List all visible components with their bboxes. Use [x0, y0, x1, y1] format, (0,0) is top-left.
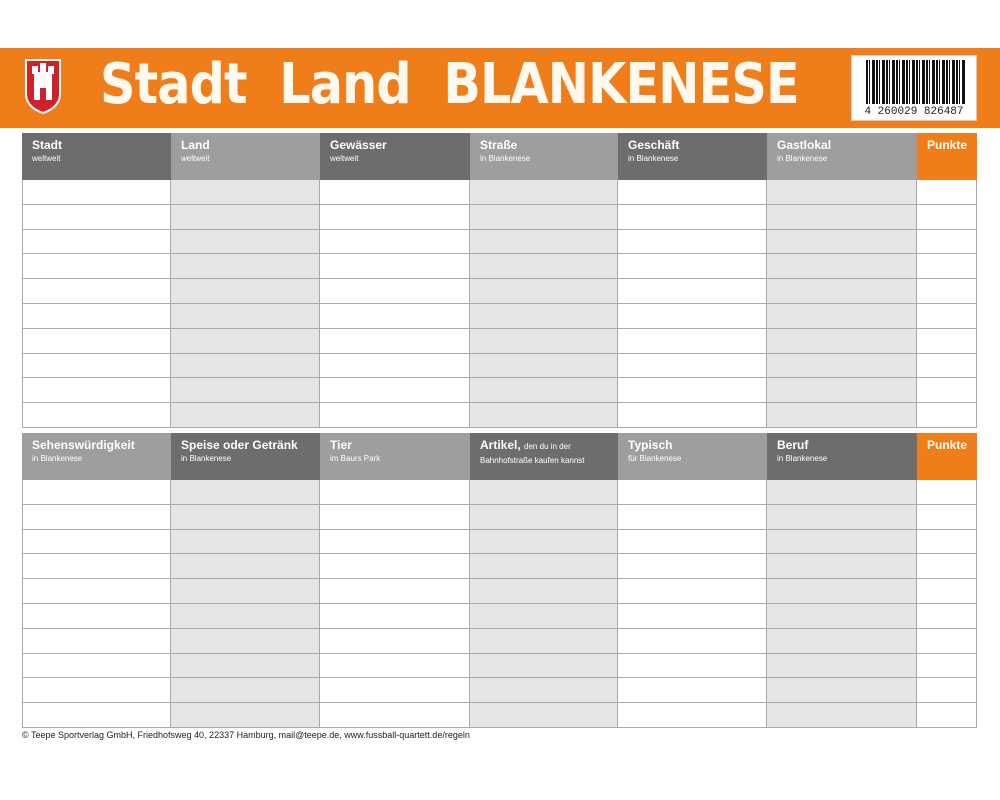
answer-cell[interactable]: [618, 505, 766, 530]
column-body: [320, 180, 470, 428]
answer-cell[interactable]: [917, 254, 976, 279]
answer-cell[interactable]: [171, 230, 319, 255]
column-title: Stadt: [32, 138, 62, 152]
answer-cell[interactable]: [171, 354, 319, 379]
column-header: [171, 133, 320, 180]
barcode-bars: [866, 60, 966, 104]
column-header: [917, 433, 977, 480]
answer-cell[interactable]: [767, 354, 916, 379]
column-subtitle: weltweit: [181, 154, 210, 163]
column-header: [22, 433, 171, 480]
answer-cell[interactable]: [470, 279, 617, 304]
answer-cell[interactable]: [171, 378, 319, 403]
answer-cell[interactable]: [618, 703, 766, 728]
answer-cell[interactable]: [470, 678, 617, 703]
answer-cell[interactable]: [320, 354, 469, 379]
answer-cell[interactable]: [618, 604, 766, 629]
answer-cell[interactable]: [171, 505, 319, 530]
answer-cell[interactable]: [767, 554, 916, 579]
answer-cell[interactable]: [470, 180, 617, 205]
answer-cell[interactable]: [917, 629, 976, 654]
answer-cell[interactable]: [171, 629, 319, 654]
column-header: [320, 133, 470, 180]
answer-cell[interactable]: [767, 579, 916, 604]
column-inline-note: den du in der: [524, 442, 571, 451]
column-body: [917, 480, 977, 728]
answer-cell[interactable]: [320, 604, 469, 629]
answer-cell[interactable]: [470, 205, 617, 230]
answer-cell[interactable]: [320, 279, 469, 304]
answer-cell[interactable]: [171, 180, 319, 205]
answer-cell[interactable]: [618, 279, 766, 304]
answer-cell[interactable]: [171, 480, 319, 505]
answer-cell[interactable]: [470, 554, 617, 579]
answer-cell[interactable]: [917, 279, 976, 304]
column-title: Geschäft: [628, 138, 680, 152]
table-body: [22, 180, 977, 428]
answer-cell[interactable]: [23, 604, 170, 629]
column-body: [470, 480, 618, 728]
answer-cell[interactable]: [917, 304, 976, 329]
column-header: [618, 133, 767, 180]
answer-cell[interactable]: [470, 604, 617, 629]
answer-cell[interactable]: [917, 378, 976, 403]
answer-cell[interactable]: [320, 378, 469, 403]
answer-cell[interactable]: [618, 329, 766, 354]
column-subtitle: weltweit: [330, 154, 359, 163]
answer-cell[interactable]: [171, 304, 319, 329]
answer-cell[interactable]: [767, 530, 916, 555]
answer-cell[interactable]: [917, 530, 976, 555]
column-subtitle: in Blankenese: [181, 454, 232, 463]
answer-cell[interactable]: [618, 629, 766, 654]
column-subtitle: für Blankenese: [628, 454, 682, 463]
answer-cell[interactable]: [767, 403, 916, 428]
answer-cell[interactable]: [23, 480, 170, 505]
table-header: [22, 133, 977, 180]
answer-cell[interactable]: [320, 505, 469, 530]
title-banner: [0, 48, 1000, 128]
barcode: [851, 55, 977, 121]
answer-cell[interactable]: [767, 604, 916, 629]
answer-cell[interactable]: [23, 354, 170, 379]
answer-cell[interactable]: [767, 678, 916, 703]
answer-cell[interactable]: [470, 579, 617, 604]
column-header: [470, 433, 618, 480]
column-body: [171, 180, 320, 428]
answer-cell[interactable]: [171, 329, 319, 354]
answer-cell[interactable]: [171, 604, 319, 629]
answer-cell[interactable]: [618, 579, 766, 604]
column-title: Gastlokal: [777, 138, 832, 152]
column-subtitle: in Blankenese: [777, 454, 828, 463]
answer-cell[interactable]: [320, 629, 469, 654]
answer-cell[interactable]: [917, 329, 976, 354]
answer-cell[interactable]: [23, 678, 170, 703]
answer-cell[interactable]: [171, 254, 319, 279]
answer-cell[interactable]: [320, 554, 469, 579]
score-table-1: [22, 133, 977, 428]
answer-cell[interactable]: [23, 554, 170, 579]
answer-cell[interactable]: [23, 703, 170, 728]
column-title: Speise oder Getränk: [181, 438, 298, 452]
answer-cell[interactable]: [320, 579, 469, 604]
answer-cell[interactable]: [320, 254, 469, 279]
answer-cell[interactable]: [767, 180, 916, 205]
answer-cell[interactable]: [917, 403, 976, 428]
answer-cell[interactable]: [23, 304, 170, 329]
answer-cell[interactable]: [470, 304, 617, 329]
column-body: [618, 180, 767, 428]
answer-cell[interactable]: [171, 579, 319, 604]
answer-cell[interactable]: [917, 554, 976, 579]
answer-cell[interactable]: [320, 230, 469, 255]
answer-cell[interactable]: [618, 205, 766, 230]
answer-cell[interactable]: [171, 530, 319, 555]
table-body: [22, 480, 977, 728]
column-body: [917, 180, 977, 428]
answer-cell[interactable]: [23, 329, 170, 354]
answer-cell[interactable]: [470, 654, 617, 679]
answer-cell[interactable]: [470, 530, 617, 555]
answer-cell[interactable]: [23, 530, 170, 555]
copyright-footer: © Teepe Sportverlag GmbH, Friedhofsweg 40, 22337 Hamburg, mail@teepe.de, www.fussball-quartett.de/regeln: [22, 730, 470, 740]
column-header: [171, 433, 320, 480]
answer-cell[interactable]: [171, 403, 319, 428]
column-header: [22, 133, 171, 180]
answer-cell[interactable]: [171, 703, 319, 728]
column-title: Punkte: [927, 438, 968, 452]
column-title: Beruf: [777, 438, 809, 452]
answer-cell[interactable]: [320, 403, 469, 428]
column-title: Punkte: [927, 138, 968, 152]
score-table-2: [22, 433, 977, 728]
answer-cell[interactable]: [618, 378, 766, 403]
column-header: [767, 133, 917, 180]
column-body: [470, 180, 618, 428]
column-title: Sehenswürdigkeit: [32, 438, 135, 452]
answer-cell[interactable]: [917, 703, 976, 728]
answer-cell[interactable]: [767, 254, 916, 279]
answer-cell[interactable]: [917, 654, 976, 679]
answer-cell[interactable]: [470, 329, 617, 354]
answer-cell[interactable]: [618, 230, 766, 255]
answer-cell[interactable]: [23, 279, 170, 304]
answer-cell[interactable]: [767, 279, 916, 304]
answer-cell[interactable]: [171, 554, 319, 579]
column-body: [23, 180, 171, 428]
answer-cell[interactable]: [470, 354, 617, 379]
answer-cell[interactable]: [470, 403, 617, 428]
answer-cell[interactable]: [917, 180, 976, 205]
answer-cell[interactable]: [767, 505, 916, 530]
answer-cell[interactable]: [171, 678, 319, 703]
answer-cell[interactable]: [320, 180, 469, 205]
answer-cell[interactable]: [23, 579, 170, 604]
answer-cell[interactable]: [618, 354, 766, 379]
column-body: [767, 180, 917, 428]
answer-cell[interactable]: [320, 530, 469, 555]
answer-cell[interactable]: [917, 579, 976, 604]
column-title: Land: [181, 138, 210, 152]
column-header: [917, 133, 977, 180]
answer-cell[interactable]: [917, 678, 976, 703]
answer-cell[interactable]: [767, 378, 916, 403]
answer-cell[interactable]: [917, 480, 976, 505]
answer-cell[interactable]: [618, 403, 766, 428]
page-title: Stadt Land BLANKENESE: [100, 52, 799, 117]
answer-cell[interactable]: [23, 378, 170, 403]
column-body: [23, 480, 171, 728]
column-subtitle: in Blankenese: [777, 154, 828, 163]
column-subtitle: in Blankenese: [480, 154, 531, 163]
answer-cell[interactable]: [470, 505, 617, 530]
answer-cell[interactable]: [470, 230, 617, 255]
column-subtitle: Bahnhofstraße kaufen kannst: [480, 456, 585, 465]
table-header: [22, 433, 977, 480]
answer-cell[interactable]: [23, 403, 170, 428]
column-header: [767, 433, 917, 480]
column-title: Gewässer: [330, 138, 387, 152]
answer-cell[interactable]: [767, 304, 916, 329]
answer-cell[interactable]: [23, 180, 170, 205]
answer-cell[interactable]: [470, 480, 617, 505]
column-header: [470, 133, 618, 180]
answer-cell[interactable]: [470, 703, 617, 728]
answer-cell[interactable]: [618, 304, 766, 329]
column-subtitle: in Blankenese: [628, 154, 679, 163]
answer-cell[interactable]: [767, 205, 916, 230]
answer-cell[interactable]: [470, 378, 617, 403]
answer-cell[interactable]: [917, 604, 976, 629]
answer-cell[interactable]: [23, 505, 170, 530]
answer-cell[interactable]: [618, 678, 766, 703]
answer-cell[interactable]: [171, 654, 319, 679]
column-header: [618, 433, 767, 480]
answer-cell[interactable]: [767, 703, 916, 728]
answer-cell[interactable]: [767, 329, 916, 354]
column-body: [171, 480, 320, 728]
answer-cell[interactable]: [320, 703, 469, 728]
answer-cell[interactable]: [767, 654, 916, 679]
answer-cell[interactable]: [618, 530, 766, 555]
answer-cell[interactable]: [767, 629, 916, 654]
answer-cell[interactable]: [320, 480, 469, 505]
answer-cell[interactable]: [917, 505, 976, 530]
hamburg-crest-icon: [24, 58, 62, 114]
column-subtitle: weltweit: [32, 154, 61, 163]
column-title: Straße: [480, 138, 518, 152]
answer-cell[interactable]: [470, 629, 617, 654]
answer-cell[interactable]: [917, 205, 976, 230]
answer-cell[interactable]: [171, 279, 319, 304]
answer-cell[interactable]: [618, 180, 766, 205]
answer-cell[interactable]: [618, 480, 766, 505]
answer-cell[interactable]: [320, 329, 469, 354]
answer-cell[interactable]: [917, 230, 976, 255]
column-title: Typisch: [628, 438, 673, 452]
answer-cell[interactable]: [23, 230, 170, 255]
column-body: [767, 480, 917, 728]
column-subtitle: im Baurs Park: [330, 454, 381, 463]
answer-cell[interactable]: [618, 654, 766, 679]
answer-cell[interactable]: [23, 205, 170, 230]
answer-cell[interactable]: [320, 678, 469, 703]
answer-cell[interactable]: [23, 254, 170, 279]
column-body: [618, 480, 767, 728]
answer-cell[interactable]: [320, 304, 469, 329]
answer-cell[interactable]: [320, 654, 469, 679]
answer-cell[interactable]: [767, 230, 916, 255]
barcode-number: 4 260029 826487: [864, 106, 964, 118]
column-subtitle: in Blankenese: [32, 454, 83, 463]
answer-cell[interactable]: [618, 254, 766, 279]
answer-cell[interactable]: [171, 205, 319, 230]
answer-cell[interactable]: [320, 205, 469, 230]
answer-cell[interactable]: [23, 654, 170, 679]
answer-cell[interactable]: [23, 629, 170, 654]
column-title: Artikel,: [480, 438, 521, 452]
answer-cell[interactable]: [917, 354, 976, 379]
answer-cell[interactable]: [618, 554, 766, 579]
column-header: [320, 433, 470, 480]
column-body: [320, 480, 470, 728]
answer-cell[interactable]: [767, 480, 916, 505]
column-title: Tier: [330, 438, 352, 452]
answer-cell[interactable]: [470, 254, 617, 279]
